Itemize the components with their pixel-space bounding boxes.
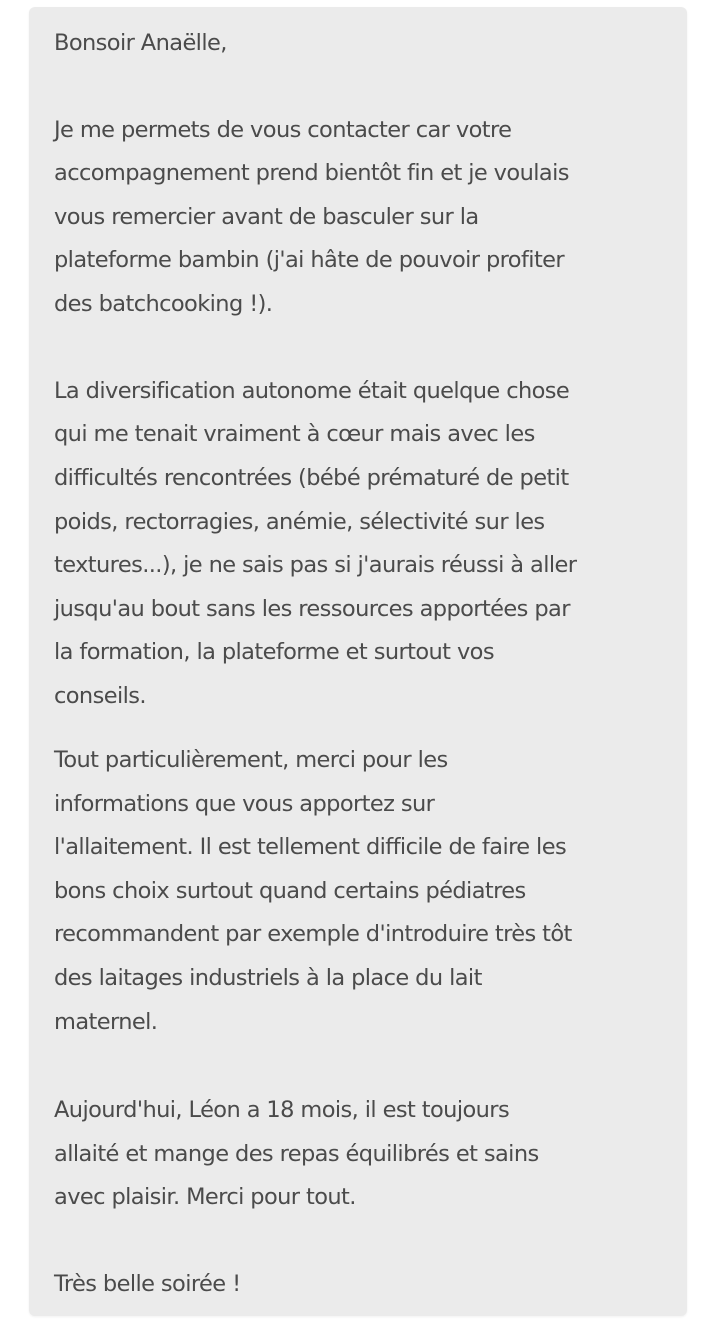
paragraph-2-line-3: difficultés rencontrées (bébé prématuré de petit bbox=[54, 465, 569, 491]
paragraph-3-line-6: des laitages industriels à la place du lait bbox=[54, 965, 482, 991]
paragraph-2-line-6: jusqu'au bout sans les ressources apportées par bbox=[54, 596, 570, 622]
paragraph-4-line-2: allaité et mange des repas équilibrés et sains bbox=[54, 1141, 539, 1167]
paragraph-1-line-3: vous remercier avant de basculer sur la bbox=[54, 204, 479, 230]
paragraph-4-line-3: avec plaisir. Merci pour tout. bbox=[54, 1184, 356, 1210]
paragraph-2-line-5: textures...), je ne sais pas si j'aurais réussi à aller bbox=[54, 552, 577, 578]
paragraph-1-line-2: accompagnement prend bientôt fin et je voulais bbox=[54, 160, 569, 186]
paragraph-1-line-5: des batchcooking !). bbox=[54, 291, 273, 317]
paragraph-2-line-7: la formation, la plateforme et surtout vos bbox=[54, 639, 494, 665]
paragraph-2-line-4: poids, rectorragies, anémie, sélectivité sur les bbox=[54, 509, 545, 535]
paragraph-1-line-1: Je me permets de vous contacter car votre bbox=[54, 117, 512, 143]
paragraph-3-line-7: maternel. bbox=[54, 1009, 158, 1035]
greeting: Bonsoir Anaëlle, bbox=[54, 30, 227, 56]
paragraph-2-line-2: qui me tenait vraiment à cœur mais avec les bbox=[54, 421, 535, 447]
closing: Très belle soirée ! bbox=[54, 1271, 241, 1297]
paragraph-3-line-3: l'allaitement. Il est tellement difficile de faire les bbox=[54, 834, 567, 860]
paragraph-3-line-1: Tout particulièrement, merci pour les bbox=[54, 747, 448, 773]
paragraph-2-line-8: conseils. bbox=[54, 683, 146, 709]
paragraph-3-line-5: recommandent par exemple d'introduire très tôt bbox=[54, 921, 572, 947]
paragraph-3-line-4: bons choix surtout quand certains pédiatres bbox=[54, 878, 526, 904]
paragraph-3-line-2: informations que vous apportez sur bbox=[54, 791, 435, 817]
paragraph-1-line-4: plateforme bambin (j'ai hâte de pouvoir profiter bbox=[54, 247, 565, 273]
paragraph-2-line-1: La diversification autonome était quelque chose bbox=[54, 378, 570, 404]
paragraph-4-line-1: Aujourd'hui, Léon a 18 mois, il est toujours bbox=[54, 1097, 510, 1123]
